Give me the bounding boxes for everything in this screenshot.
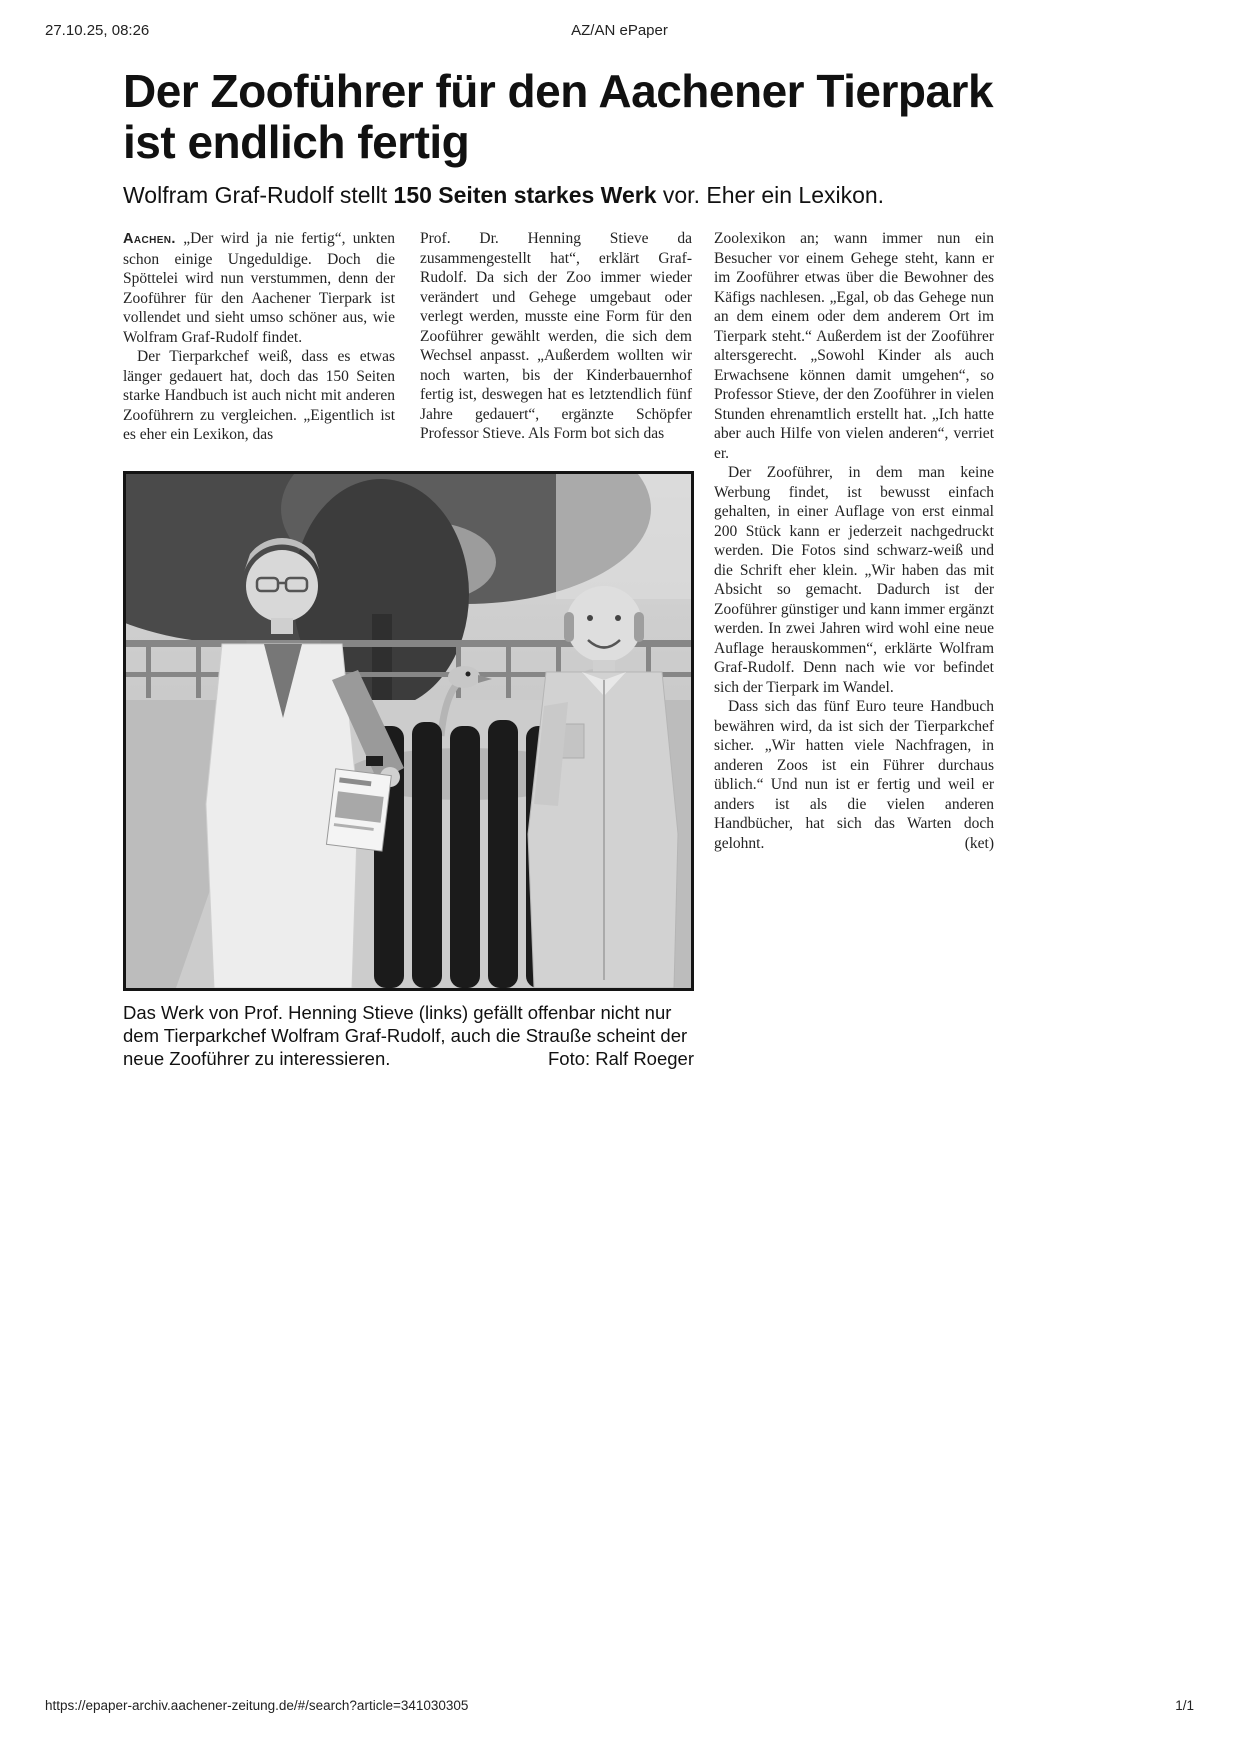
author-signature: (ket) [964,834,994,852]
paragraph-text: Dass sich das fünf Euro teure Handbuch bewähren wird, da ist sich der Tierparkchef sicher. „Wir hatten viele Nachfragen, in anderen Zoos ist ein Führer durchaus üblich.“ Und nun ist er fertig und weil er anders ist als die vielen anderen Handbücher, hat sich das Warten doch gelohnt. [714,698,994,852]
paragraph [123,229,395,347]
subhead-text: Wolfram Graf-Rudolf stellt [123,182,394,208]
paragraph: Der Zooführer, in dem man keine Werbung findet, ist bewusst einfach gehalten, in einer Auflage von erst einmal 200 Stück kann er jederzeit nachgedruckt werden. Die Fotos sind schwarz-weiß und die Schrift eher klein. „Wir haben das mit Absicht so gemacht. Dadurch ist der Zooführer günstiger und kann immer ergänzt werden. In zwei Jahren wird wohl eine neue Auflage herauskommen“, erklärte Wolfram Graf-Rudolf. Denn nach wie vor befindet sich der Tierpark im Wandel. [714,464,994,696]
source-url: https://epaper-archiv.aachener-zeitung.de/#/search?article=341030305 [45,1698,469,1713]
newspaper-article [123,66,994,1070]
document-title: AZ/AN ePaper [571,22,668,39]
caption-text: Das Werk von Prof. Henning Stieve (links) gefällt offenbar nicht nur dem Tierparkchef Wolfram Graf-Rudolf, auch die Strauße scheint der neue Zooführer zu interessieren. [123,1001,688,1069]
paragraph [714,697,994,853]
paragraph-text: „Der wird ja nie fertig“, unkten schon einige Ungeduldige. Doch die Spöttelei wird nun verstummen, denn der Zooführer für den Aachener Tierpark ist vollendet und sieht umso schöner aus, wie Wolfram Graf-Rudolf findet. [123,230,395,346]
photo-illustration [126,474,691,988]
article-column-1 [123,229,395,445]
article-subhead [123,181,994,209]
photo-credit: Foto: Ralf Roeger [542,1047,694,1070]
print-footer [45,1698,1194,1713]
print-header [45,22,1194,42]
photo-caption [123,1001,694,1070]
print-datetime: 27.10.25, 08:26 [45,22,150,39]
subhead-text-end: vor. Eher ein Lexikon. [656,182,885,208]
paragraph: Prof. Dr. Henning Stieve da zusammengestellt hat“, erklärt Graf-Rudolf. Da sich der Zoo immer wieder verändert und Gehege umgebaut oder verlegt werden, musste eine Form für den Zooführer gewählt werden, die sich dem Wechsel anpasst. „Außerdem wollten wir noch warten, bis der Kinderbauernhof fertig ist, deswegen hat es letztendlich fünf Jahre gedauert“, ergänzte Schöpfer Professor Stieve. Als Form bot sich das [420,230,692,442]
paragraph: Der Tierparkchef weiß, dass es etwas länger gedauert hat, doch das 150 Seiten starke Handbuch ist auch nicht mit anderen Zooführern zu vergleichen. „Eigentlich ist es eher ein Lexikon, das [123,348,395,443]
dateline-lead: Aachen. [123,231,176,247]
article-column-2 [420,229,692,445]
article-headline: Der Zooführer für den Aachener Tierpark ist endlich fertig [123,65,994,168]
subhead-bold-text: 150 Seiten starkes Werk [393,182,657,208]
article-photo [123,471,694,991]
paragraph: Zoolexikon an; wann immer nun ein Besucher vor einem Gehege steht, kann er im Zooführer etwas über die Bewohner des Käfigs nachlesen. „Egal, ob das Gehege nun an dem einem oder dem anderem Ort im Tierpark steht.“ Außerdem ist der Zooführer altersgerecht. „Sowohl Kinder als auch Erwachsene können damit umgehen“, so Professor Stieve, der den Zooführer in vielen Stunden ehrenamtlich erstellt hat. „Ich hatte aber auch Hilfe von vielen anderen“, verriet er. [714,230,994,462]
page-number: 1/1 [1175,1698,1194,1713]
article-column-3 [714,229,994,1070]
zoo-guide-booklet [326,768,391,850]
